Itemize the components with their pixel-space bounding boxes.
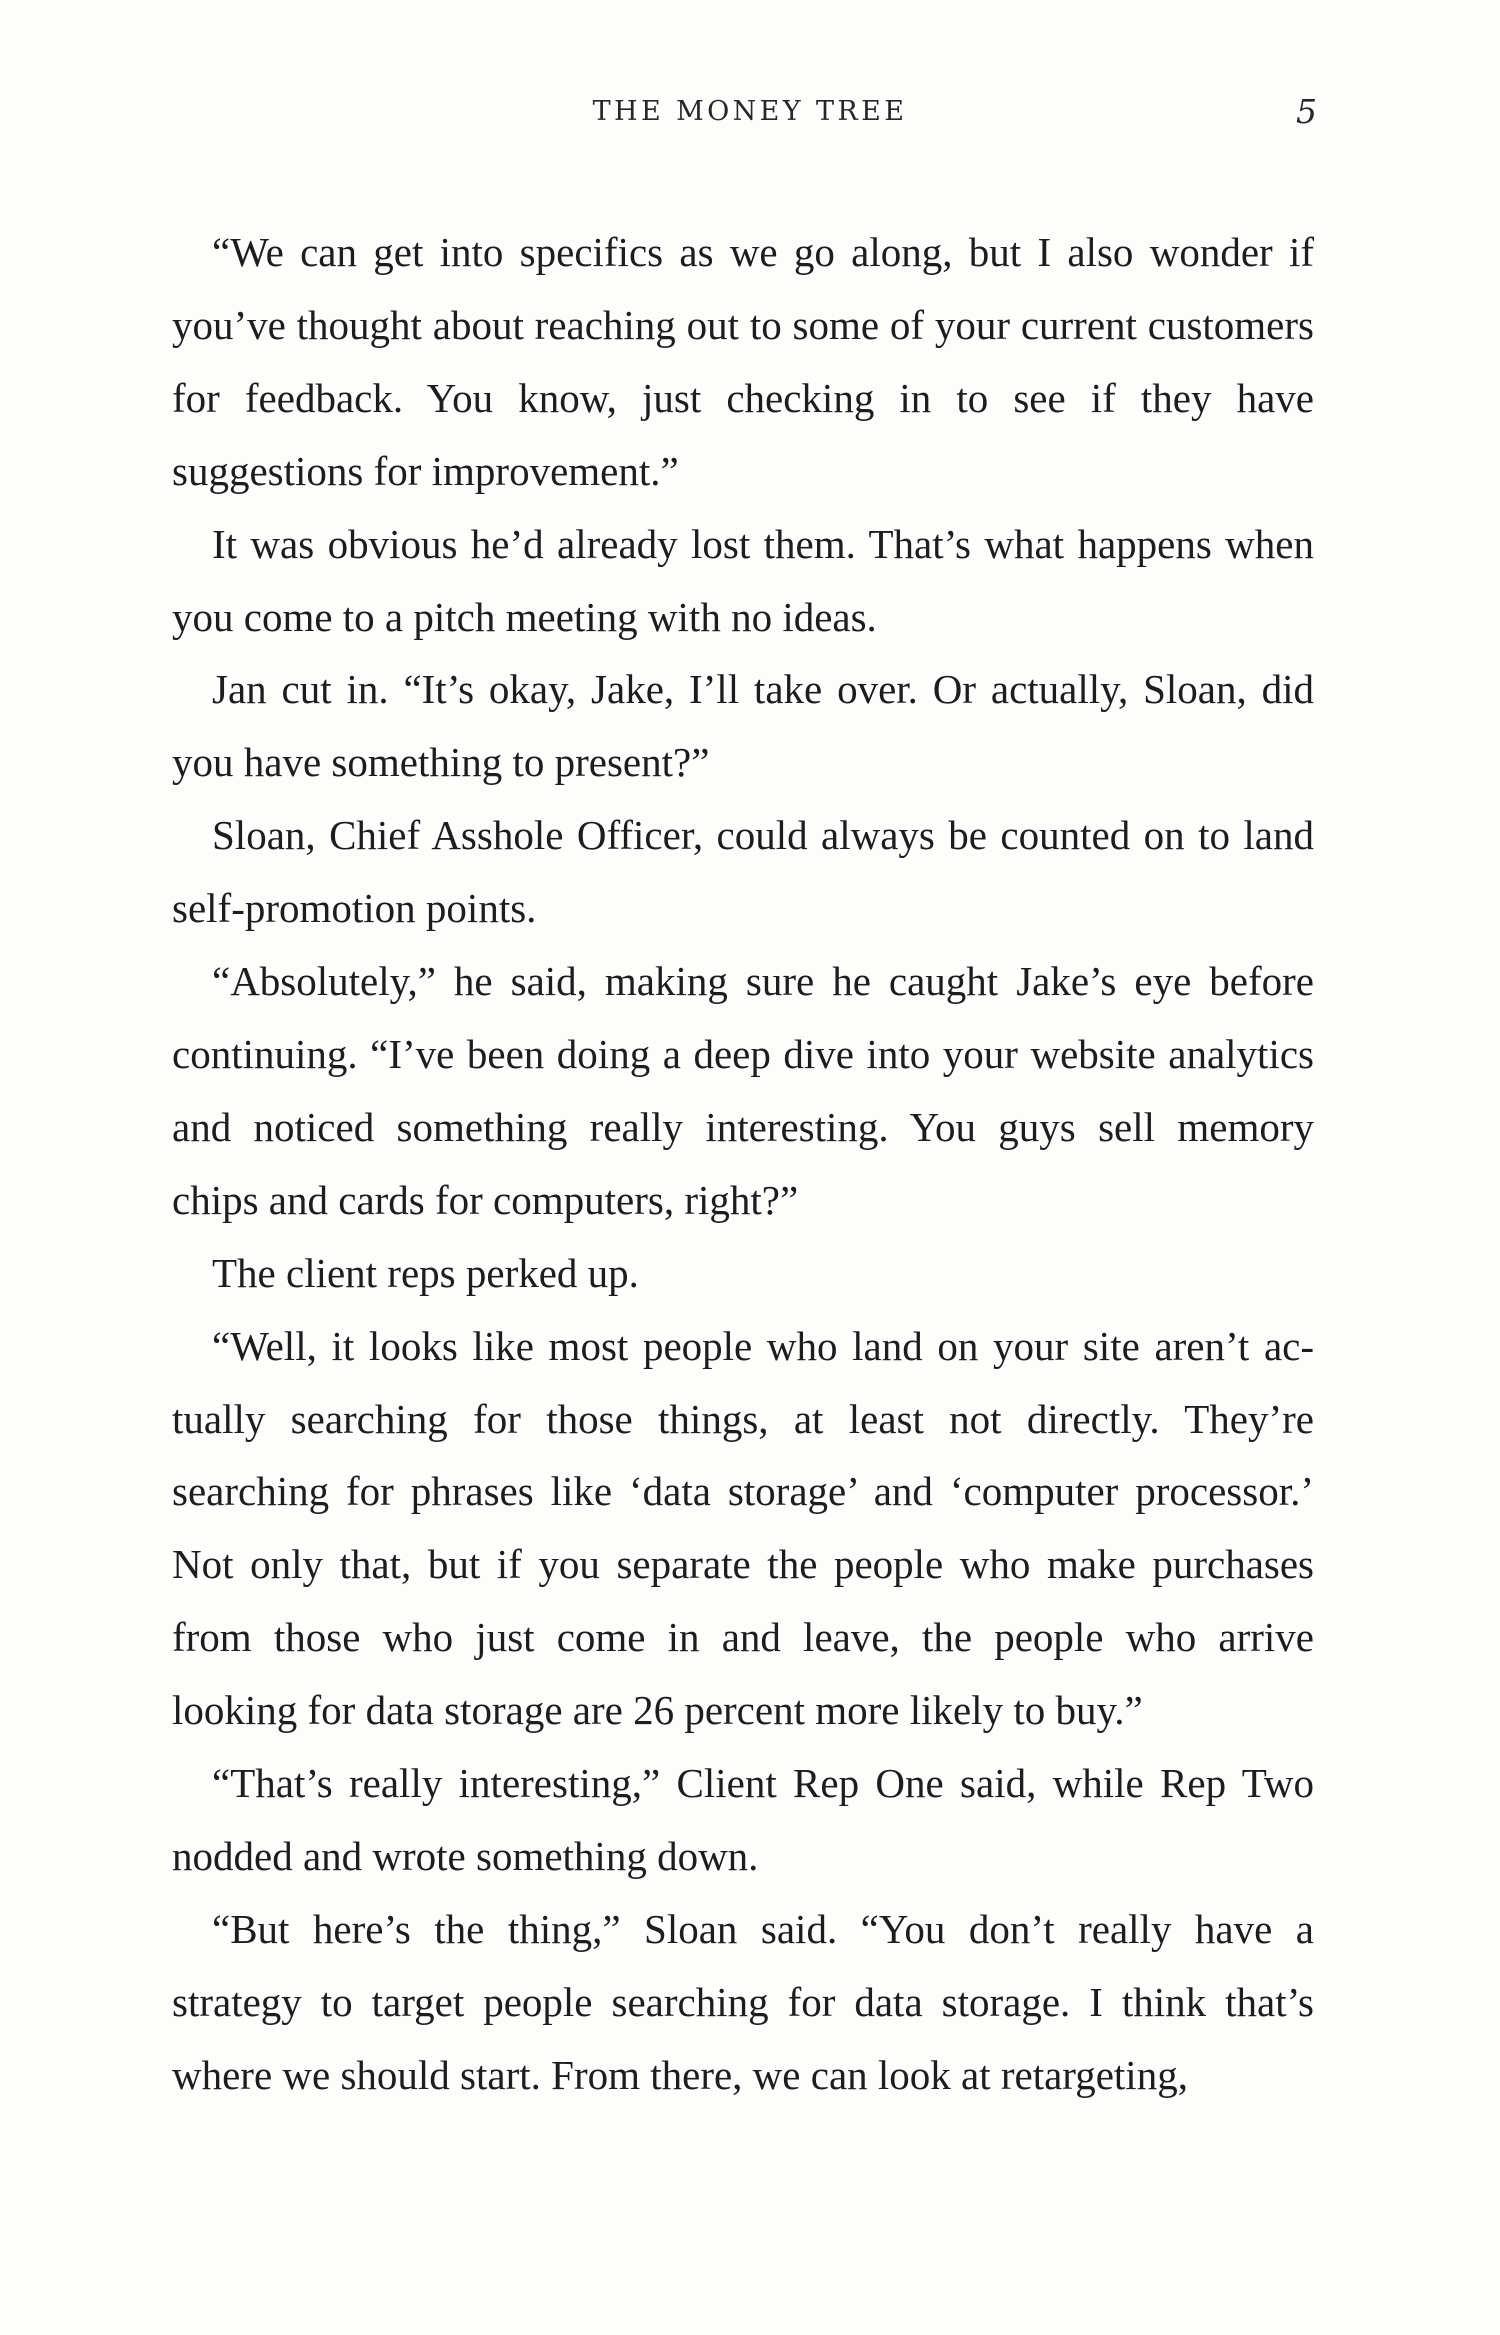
paragraph: “Well, it looks like most people who land on your site aren’t actually searching for those things, at least not directly. They’re searching for phrases like ‘data storage’ and ‘computer processor.’ Not only that, but if you separate the people who make purchases from those who just come in and leave, the people who arrive looking for data storage are 26 percent more likely to buy.” [172,1322,1314,1734]
paragraph: It was obvious he’d already lost them. That’s what happens when you come to a pitch meeting with no ideas. [172,520,1314,640]
paragraph: The client reps perked up. [212,1249,639,1296]
running-head-title: THE MONEY TREE [592,96,908,127]
paragraph: “But here’s the thing,” Sloan said. “You don’t really have a strategy to target people searching for data storage. I think that’s where we should start. From there, we can look at retargeting, [172,1905,1314,2098]
running-head [0,92,1500,136]
body-text [172,216,1314,2112]
paragraph: Jan cut in. “It’s okay, Jake, I’ll take over. Or actually, Sloan, did you have something to present?” [172,666,1314,786]
paragraph: Sloan, Chief Asshole Officer, could always be counted on to land self-promotion points. [172,812,1314,932]
paragraph: “We can get into specifics as we go along, but I also wonder if you’ve thought about reaching out to some of your current customers for feedback. You know, just checking in to see if they have suggestions for improvement.” [172,229,1314,494]
paragraph: “That’s really interesting,” Client Rep One said, while Rep Two nodded and wrote something down. [172,1760,1314,1879]
page-number: 5 [1296,92,1317,131]
paragraph: “Absolutely,” he said, making sure he caught Jake’s eye before continuing. “I’ve been doing a deep dive into your website analytics and noticed something really interesting. You guys sell memory chips and cards for computers, right?” [172,958,1314,1223]
